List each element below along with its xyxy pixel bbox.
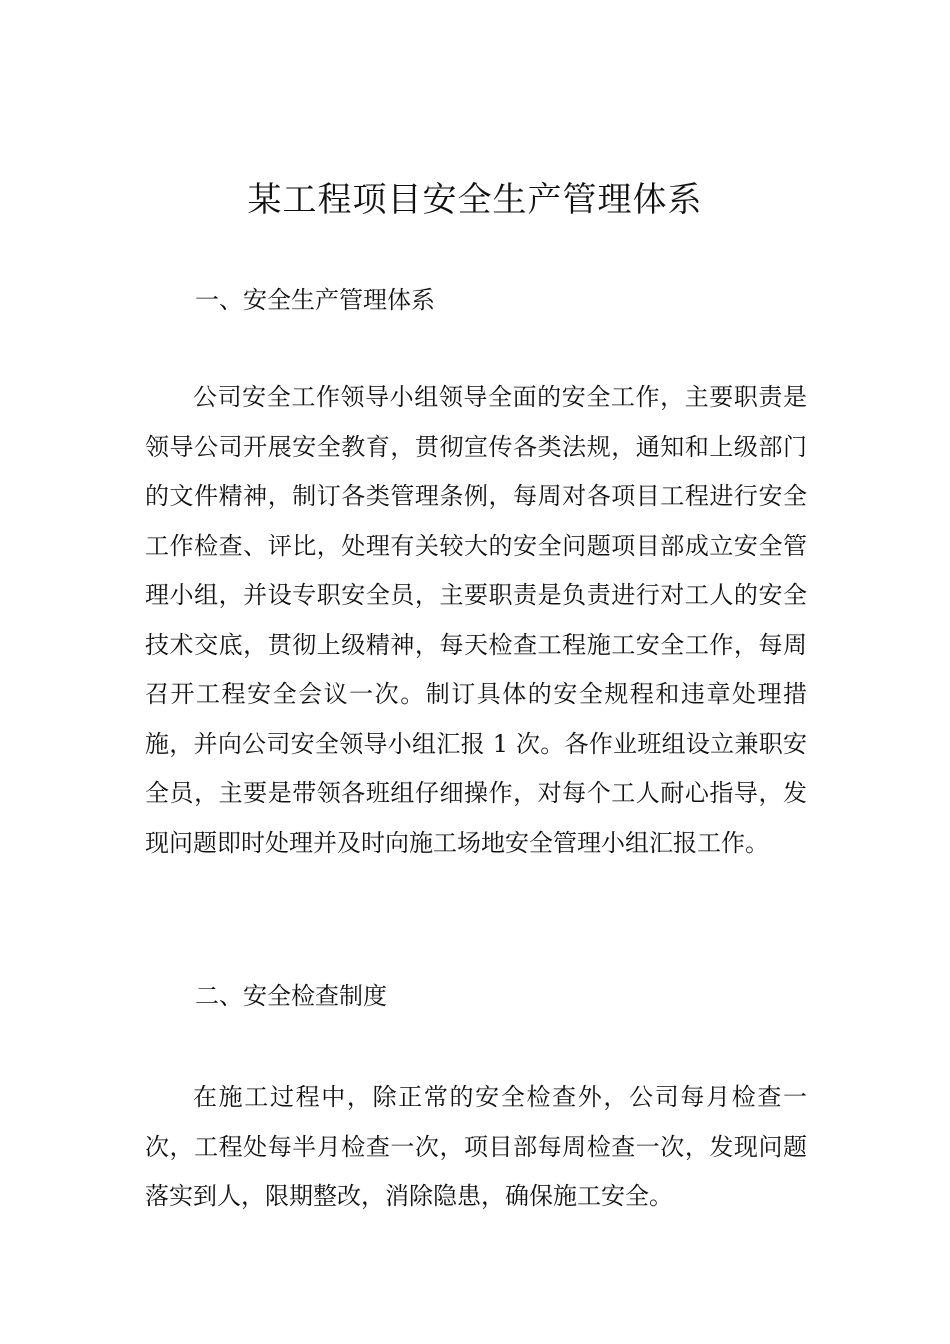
section-heading-safety-management-system: 一、安全生产管理体系: [195, 286, 435, 314]
document-title: 某工程项目安全生产管理体系: [247, 180, 703, 220]
section-paragraph-safety-management-system: 公司安全工作领导小组领导全面的安全工作，主要职责是领导公司开展安全教育，贯彻宣传各类法规，通知和上级部门的文件精神，制订各类管理条例，每周对各项目工程进行安全工作检查、评比，处理有关较大的安全问题项目部成立安全管理小组，并设专职安全员，主要职责是负责进行对工人的安全技术交底，贯彻上级精神，每天检查工程施工安全工作，每周召开工程安全会议一次。制订具体的安全规程和违章处理措施，并向公司安全领导小组汇报 1 次。各作业班组设立兼职安全员，主要是带领各班组仔细操作，对每个工人耐心指导，发现问题即时处理并及时向施工场地安全管理小组汇报工作。: [145, 383, 807, 857]
section-paragraph-safety-inspection: 在施工过程中，除正常的安全检查外，公司每月检查一次，工程处每半月检查一次，项目部每周检查一次，发现问题落实到人，限期整改，消除隐患，确保施工安全。: [145, 1083, 807, 1210]
section-heading-safety-inspection: 二、安全检查制度: [195, 982, 387, 1010]
